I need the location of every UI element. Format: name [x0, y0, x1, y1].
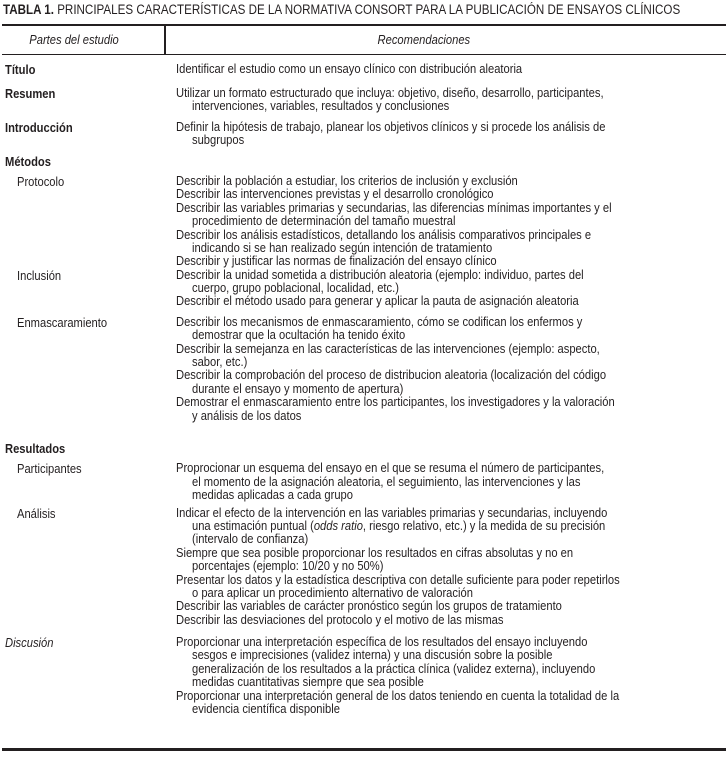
- recommendation-line: [176, 395, 728, 408]
- recommendation-line: [176, 355, 728, 368]
- section-label: Resultados: [5, 440, 66, 456]
- recommendation-text: Describir las desviaciones del protocolo y el motivo de las mismas: [176, 611, 504, 627]
- recommendation-line: [176, 328, 728, 341]
- row-label: [0, 174, 176, 268]
- row-label-text: Introducción: [5, 119, 73, 135]
- recommendation-text: indicando si se han realizado según intención de tratamiento: [192, 239, 493, 255]
- recommendations: [176, 506, 728, 627]
- recommendation-text: subgrupos: [192, 132, 245, 148]
- recommendation-text: generalización de los resultados a la práctica clínica (validez externa), incluyendo: [192, 660, 596, 676]
- row-label-text: Enmascaramiento: [17, 314, 108, 330]
- row-label-text: Inclusión: [17, 267, 62, 283]
- recommendation-text: Describir la comprobación del proceso de distribucion aleatoria (localización del código: [176, 367, 607, 383]
- recommendation-text: o para aplicar un procedimiento alternativo de valoración: [192, 584, 473, 600]
- recommendation-line: [176, 99, 728, 112]
- recommendation-line: [176, 174, 728, 187]
- row-participantes: [0, 461, 728, 501]
- recommendation-line: [176, 294, 728, 307]
- recommendation-line: [176, 214, 728, 227]
- header-parts: Partes del estudio: [29, 32, 119, 47]
- row-titulo: [0, 62, 728, 77]
- table-number: TABLA 1.: [3, 2, 54, 17]
- row-enmascaramiento: [0, 315, 728, 422]
- recommendation-text: Describir el método usado para generar y aplicar la pauta de asignación aleatoria: [176, 293, 579, 309]
- row-label: [0, 635, 176, 715]
- recommendation-text: Describir los análisis estadísticos, detallando los análisis comparativos principales e: [176, 226, 592, 242]
- recommendation-text: medidas cuantitativas siempre que sea posible: [192, 674, 424, 690]
- recommendations: [176, 268, 728, 308]
- recommendation-text: Describir las variables primarias y secundarias, las diferencias mínimas importantes y el: [176, 199, 612, 215]
- recommendation-text: Describir la población a estudiar, los criterios de inclusión y exclusión: [176, 172, 518, 188]
- recommendation-line: [176, 546, 728, 559]
- recommendations: [176, 120, 728, 147]
- recommendation-line: [176, 62, 728, 75]
- row-label-text: Discusión: [5, 635, 54, 651]
- row-label: [0, 461, 176, 501]
- recommendations: [176, 86, 728, 113]
- recommendation-line: [176, 532, 728, 545]
- recommendation-text: Proprocionar un esquema del ensayo en el que se resuma el número de participantes,: [176, 460, 605, 476]
- recommendation-text: cuerpo, grupo poblacional, localidad, etc.): [192, 280, 399, 296]
- table-header: [0, 25, 728, 55]
- recommendation-text: una estimación puntual (odds ratio, riesgo relativo, etc.) y la medida de su precisión: [192, 517, 606, 533]
- recommendation-line: [176, 613, 728, 626]
- recommendation-text: Describir las intervenciones previstas y el desarrollo cronológico: [176, 186, 494, 202]
- row-label: [0, 315, 176, 422]
- recommendations: [176, 461, 728, 501]
- recommendation-line: [176, 662, 728, 675]
- recommendation-line: [176, 689, 728, 702]
- italic-term: odds ratio: [313, 517, 363, 533]
- recommendation-text: Utilizar un formato estructurado que incluya: objetivo, diseño, desarrollo, participantes,: [176, 85, 604, 100]
- recommendation-text: durante el ensayo y momento de apertura): [192, 380, 404, 396]
- recommendation-line: [176, 461, 728, 474]
- row-label: [0, 62, 176, 77]
- recommendation-text: porcentajes (ejemplo: 10/20 y no 50%): [192, 558, 384, 574]
- row-label-text: Análisis: [17, 505, 56, 521]
- recommendation-line: [176, 519, 728, 532]
- recommendation-text: Definir la hipótesis de trabajo, planear los objetivos clínicos y si procede los análisis de: [176, 118, 606, 134]
- recommendation-line: [176, 281, 728, 294]
- recommendation-text: procedimiento de determinación del tamaño muestral: [192, 213, 456, 229]
- row-label: [0, 86, 176, 113]
- recommendation-text: el momento de la asignación aleatoria, el seguimiento, las intervenciones y las: [192, 473, 581, 489]
- recommendation-text: Proporcionar una interpretación específica de los resultados del ensayo incluyendo: [176, 634, 588, 650]
- recommendations: [176, 315, 728, 422]
- recommendations: [176, 635, 728, 715]
- row-label-text: Resumen: [5, 86, 56, 101]
- header-divider: [164, 25, 166, 54]
- row-protocolo: [0, 174, 728, 268]
- recommendation-line: [176, 368, 728, 381]
- header-recommendations: Recomendaciones: [377, 32, 471, 47]
- recommendation-text: Describir y justificar las normas de finalización del ensayo clínico: [176, 253, 497, 269]
- bottom-rule: [2, 748, 726, 751]
- recommendation-text: medidas aplicadas a cada grupo: [192, 487, 353, 503]
- recommendations: [176, 62, 728, 77]
- row-analisis: [0, 506, 728, 627]
- recommendation-text: Siempre que sea posible proporcionar los resultados en cifras absolutas y no en: [176, 544, 574, 560]
- recommendation-line: [176, 506, 728, 519]
- table-caption: PRINCIPALES CARACTERÍSTICAS DE LA NORMATIVA CONSORT PARA LA PUBLICACIÓN DE ENSAYOS CLÍNICOS: [57, 2, 681, 17]
- recommendation-text: Describir las variables de carácter pronóstico según los grupos de tratamiento: [176, 598, 562, 614]
- recommendation-line: [176, 268, 728, 281]
- recommendation-line: [176, 409, 728, 422]
- recommendation-text: sesgos e imprecisiones (validez interna) y una discusión sobre la posible: [192, 647, 553, 663]
- recommendation-line: [176, 702, 728, 715]
- recommendation-line: [176, 201, 728, 214]
- recommendations: [176, 174, 728, 268]
- recommendation-line: [176, 586, 728, 599]
- recommendation-text: intervenciones, variables, resultados y conclusiones: [192, 98, 450, 114]
- row-label: [0, 268, 176, 308]
- recommendation-line: [176, 254, 728, 267]
- recommendation-text: Describir la unidad sometida a distribución aleatoria (ejemplo: individuo, partes del: [176, 266, 584, 282]
- row-resumen: [0, 86, 728, 113]
- section-label: Métodos: [5, 153, 51, 169]
- recommendation-text: Proporcionar una interpretación general de los datos teniendo en cuenta la totalidad de la: [176, 687, 620, 703]
- recommendation-line: [176, 228, 728, 241]
- recommendation-line: [176, 573, 728, 586]
- recommendation-line: [176, 559, 728, 572]
- recommendation-line: [176, 133, 728, 146]
- recommendation-line: [176, 241, 728, 254]
- recommendation-text: Describir la semejanza en las características de las intervenciones (ejemplo: aspecto,: [176, 340, 600, 356]
- recommendation-line: [176, 86, 728, 99]
- recommendation-text: Indicar el efecto de la intervención en las variables primarias y secundarias, incluyendo: [176, 504, 608, 520]
- table-body: [0, 62, 728, 715]
- recommendation-text: Demostrar el enmascaramiento entre los participantes, los investigadores y la valoración: [176, 394, 615, 410]
- header-rule: [2, 54, 726, 55]
- table-title: [3, 2, 680, 17]
- recommendation-text: Identificar el estudio como un ensayo clínico con distribución aleatoria: [176, 61, 523, 76]
- row-inclusion: [0, 268, 728, 308]
- section-metodos: [0, 155, 728, 168]
- recommendation-line: [176, 475, 728, 488]
- row-label-text: Protocolo: [17, 173, 65, 189]
- recommendation-line: [176, 315, 728, 328]
- row-introduccion: [0, 120, 728, 147]
- row-label: [0, 120, 176, 147]
- section-resultados: [0, 442, 728, 455]
- row-label: [0, 506, 176, 627]
- recommendation-line: [176, 120, 728, 133]
- row-discusion: [0, 635, 728, 715]
- recommendation-line: [176, 599, 728, 612]
- recommendation-text: sabor, etc.): [192, 354, 248, 370]
- row-label-text: Título: [5, 62, 36, 77]
- recommendation-line: [176, 648, 728, 661]
- recommendation-text: Describir los mecanismos de enmascaramiento, cómo se codifican los enfermos y: [176, 313, 583, 329]
- recommendation-line: [176, 382, 728, 395]
- recommendation-text: Presentar los datos y la estadística descriptiva con detalle suficiente para poder repetirlos: [176, 571, 620, 587]
- recommendation-text: (intervalo de confianza): [192, 531, 309, 547]
- row-label-text: Participantes: [17, 461, 82, 477]
- recommendation-text: evidencia científica disponible: [192, 701, 340, 717]
- recommendation-line: [176, 488, 728, 501]
- recommendation-line: [176, 635, 728, 648]
- recommendation-line: [176, 187, 728, 200]
- recommendation-text: demostrar que la ocultación ha tenido éxito: [192, 327, 406, 343]
- recommendation-line: [176, 675, 728, 688]
- recommendation-line: [176, 342, 728, 355]
- recommendation-text: y análisis de los datos: [192, 407, 302, 423]
